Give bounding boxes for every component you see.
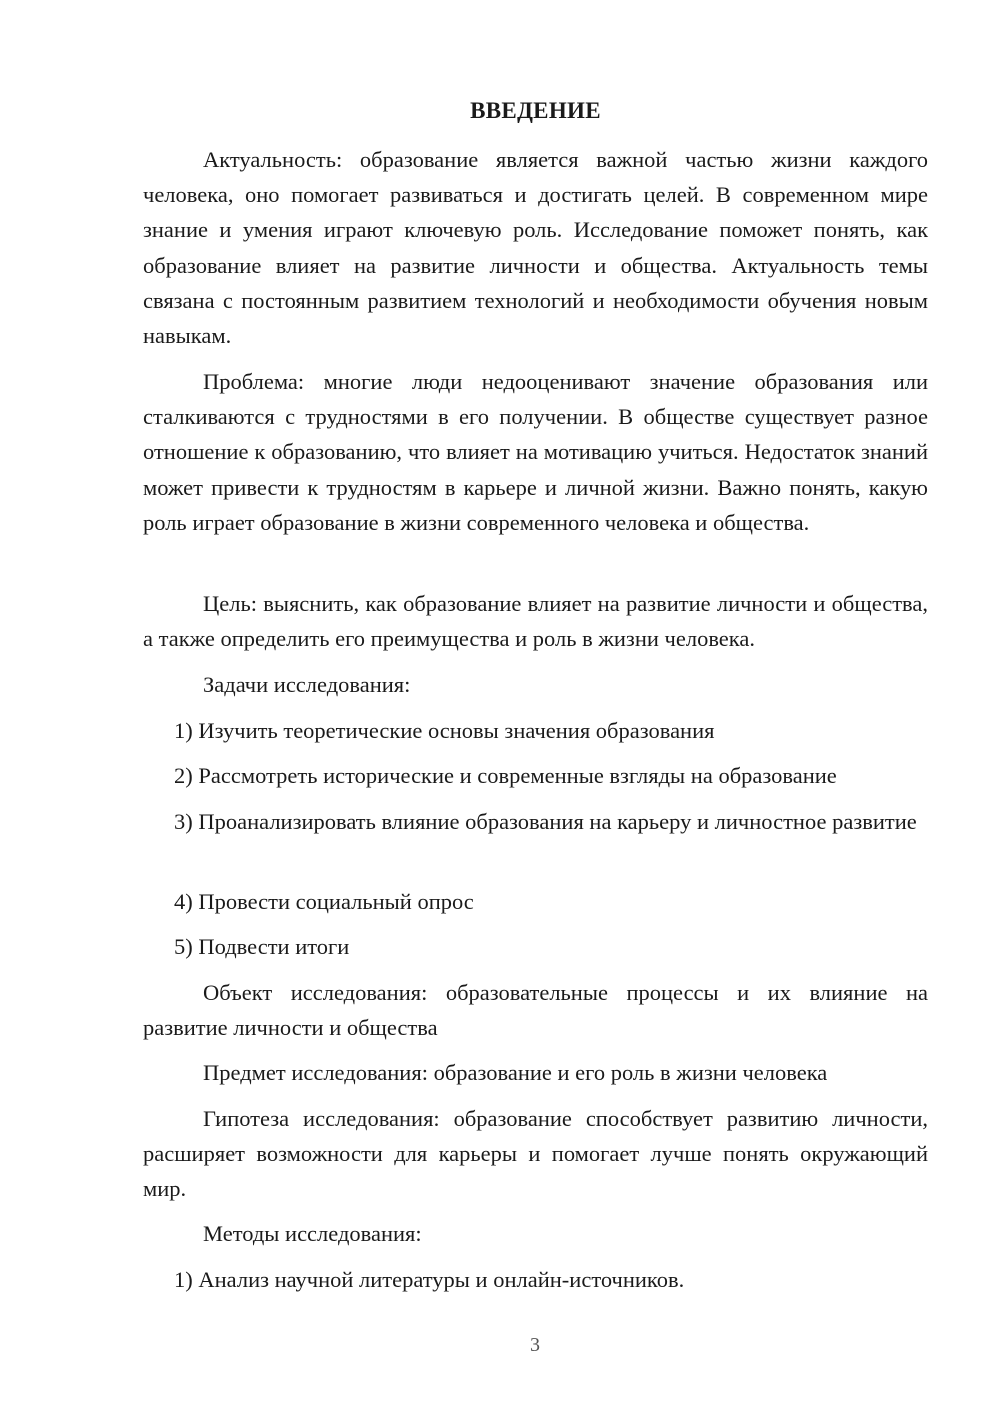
object-paragraph: Объект исследования: образовательные процессы и их влияние на развитие личности и общества xyxy=(143,980,928,1041)
task-item-1: 1) Изучить теоретические основы значения образования xyxy=(174,718,715,743)
page-number: 3 xyxy=(530,1334,540,1356)
goal-paragraph: Цель: выяснить, как образование влияет на развитие личности и общества, а также определить его преимущества и роль в жизни человека. xyxy=(143,591,928,652)
hypothesis-paragraph: Гипотеза исследования: образование способствует развитию личности, расширяет возможности для карьеры и помогает лучше понять окружающий мир. xyxy=(143,1106,928,1202)
page-title: ВВЕДЕНИЕ xyxy=(470,98,601,123)
task-item-4: 4) Провести социальный опрос xyxy=(174,889,474,914)
tasks-title: Задачи исследования: xyxy=(203,672,411,697)
problem-paragraph: Проблема: многие люди недооценивают значение образования или сталкиваются с трудностями в его получении. В обществе существует разное отношение к образованию, что влияет на мотивацию учиться. Недостаток знаний может привести к трудностям в карьере и личной жизни. Важно понять, какую роль играет образование в жизни современного человека и общества. xyxy=(143,369,928,535)
task-item-2: 2) Рассмотреть исторические и современные взгляды на образование xyxy=(174,763,837,788)
methods-title: Методы исследования: xyxy=(203,1221,422,1246)
task-item-3: 3) Проанализировать влияние образования на карьеру и личностное развитие xyxy=(174,809,917,834)
method-item-1: 1) Анализ научной литературы и онлайн-источников. xyxy=(174,1267,685,1292)
relevance-paragraph: Актуальность: образование является важной частью жизни каждого человека, оно помогает развиваться и достигать целей. В современном мире знание и умения играют ключевую роль. Исследование поможет понять, как образование влияет на развитие личности и общества. Актуальность темы связана с постоянным развитием технологий и необходимости обучения новым навыкам. xyxy=(143,147,928,349)
subject-paragraph: Предмет исследования: образование и его роль в жизни человека xyxy=(203,1060,828,1085)
task-item-5: 5) Подвести итоги xyxy=(174,934,350,959)
